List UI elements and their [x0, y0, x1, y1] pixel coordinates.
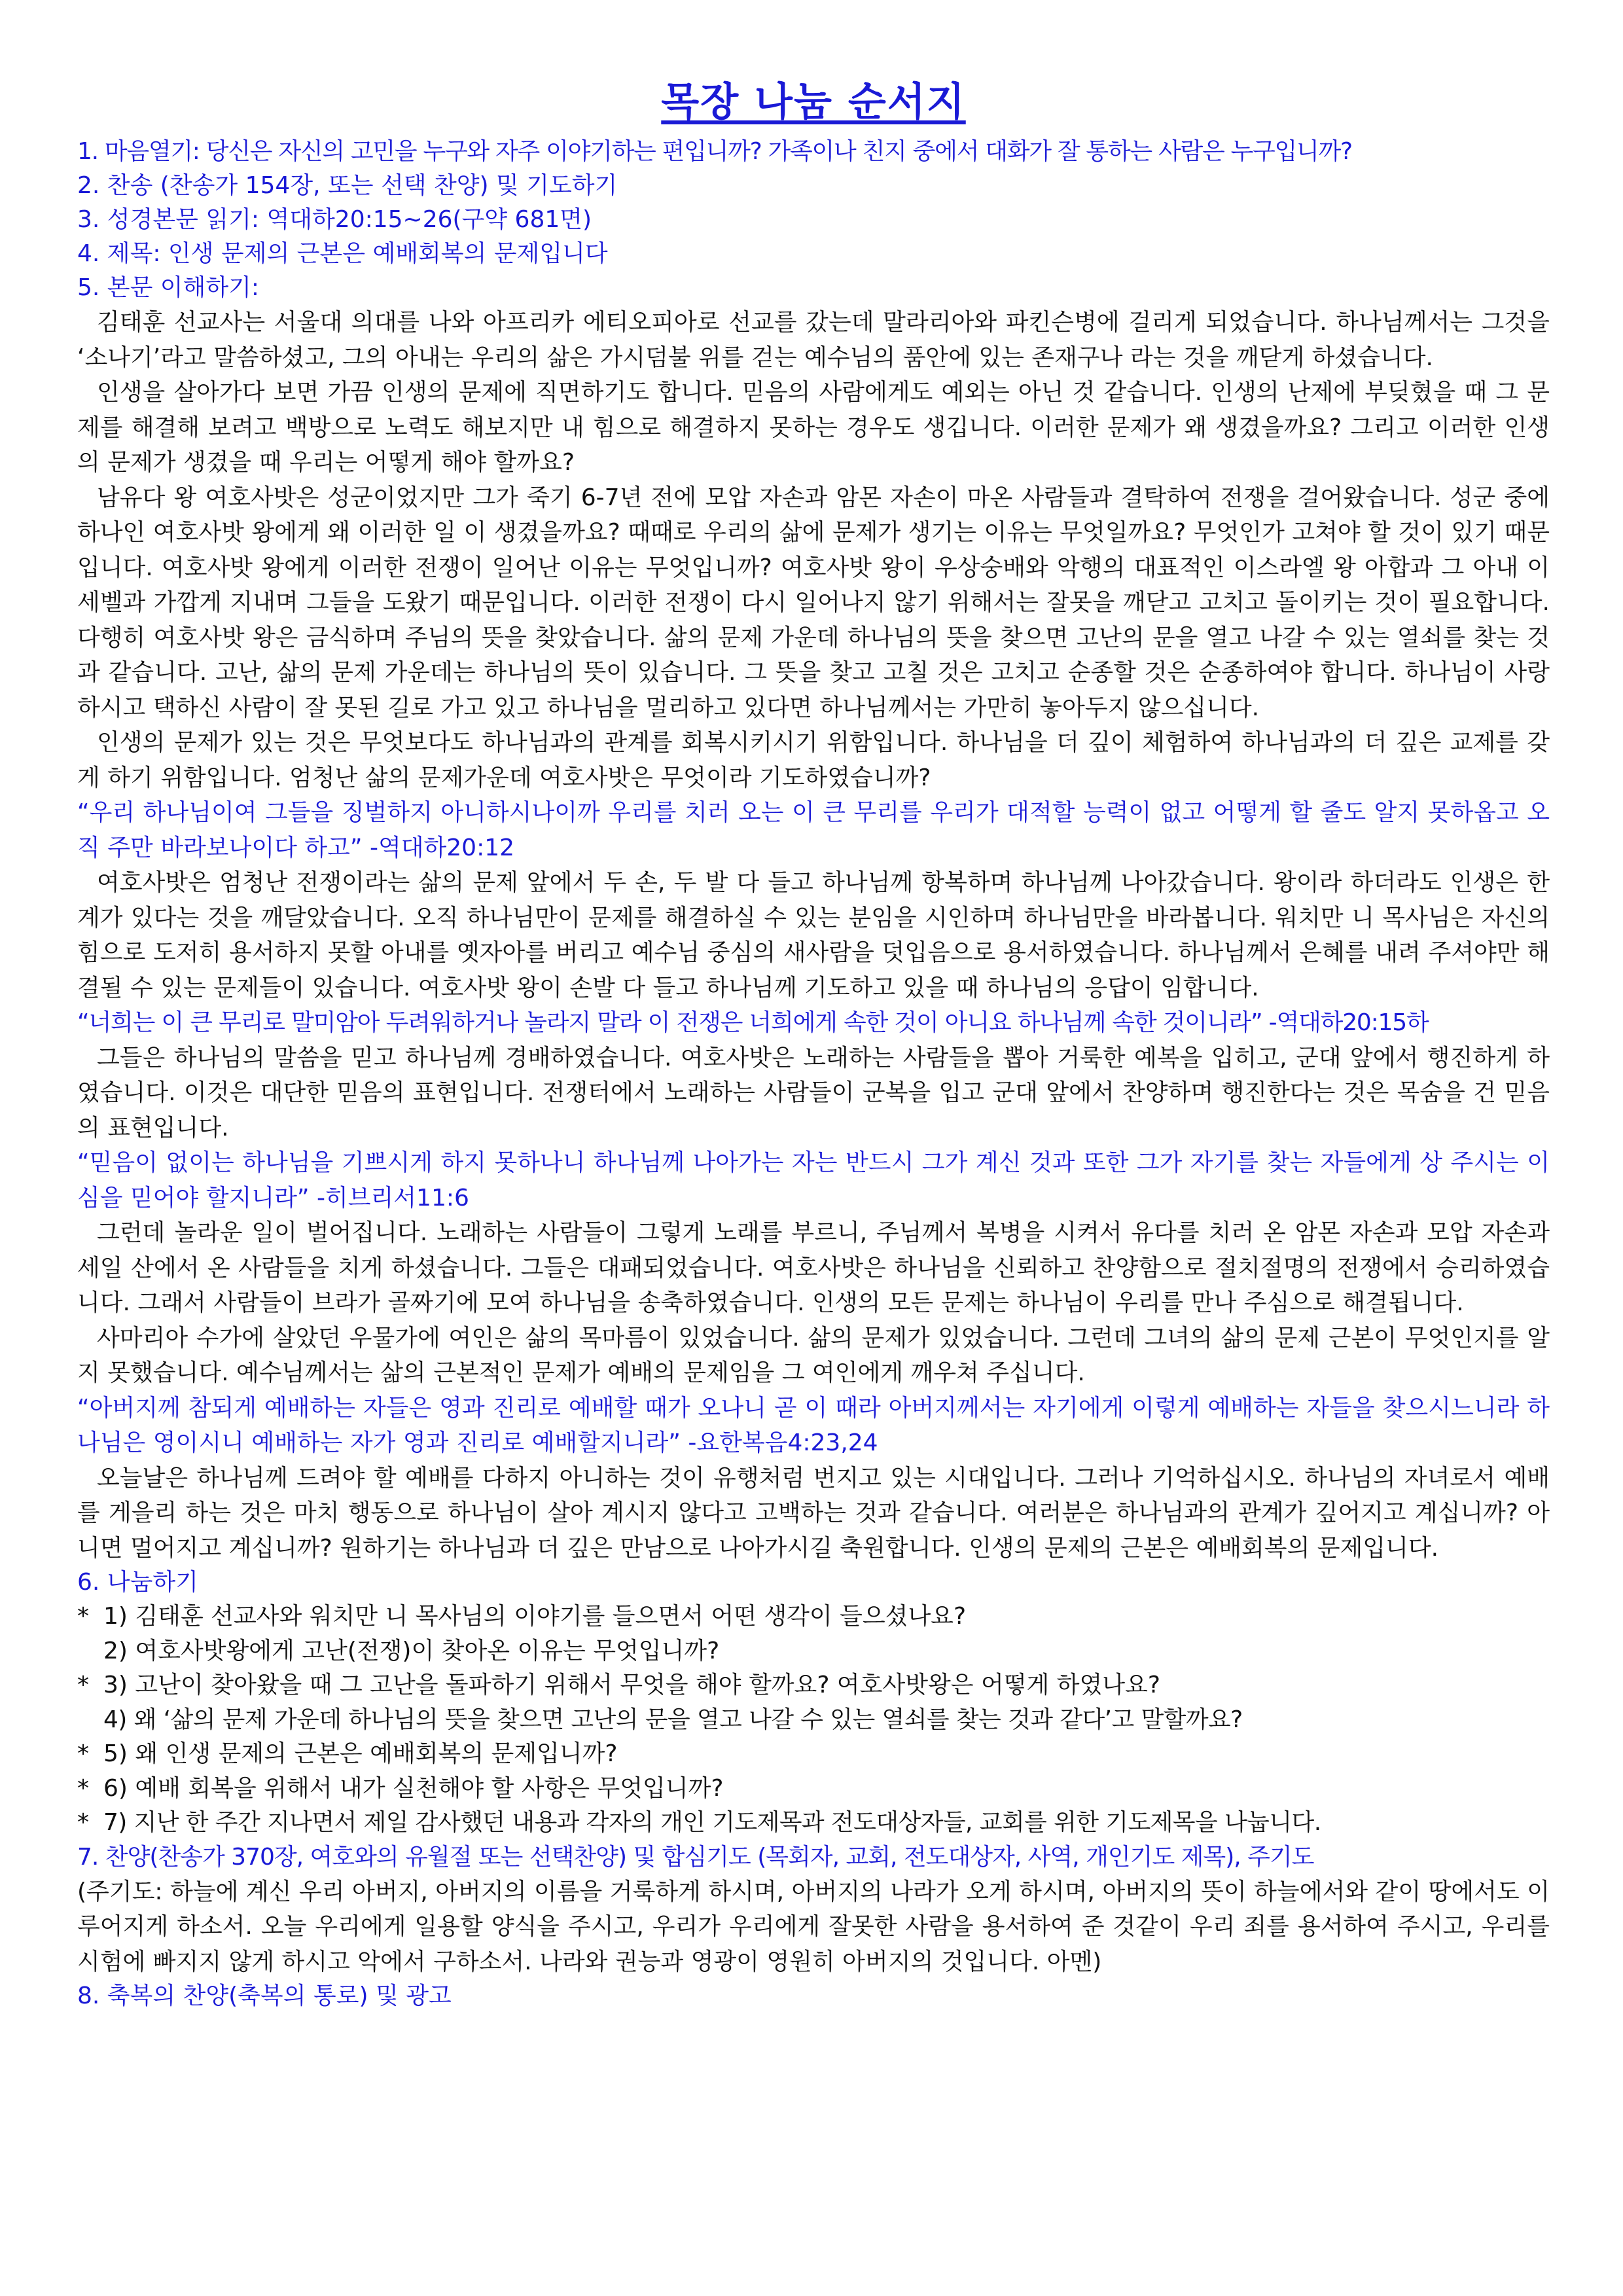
item-icebreaker: 1. 마음열기: 당신은 자신의 고민을 누구와 자주 이야기하는 편입니까? 가족이나 친지 중에서 대화가 잘 통하는 사람은 누구입니까? — [77, 138, 1352, 165]
lords-prayer: (주기도: 하늘에 계신 우리 아버지, 아버지의 이름을 거룩하게 하시며, 아버지의 나라가 오게 하시며, 아버지의 뜻이 하늘에서와 같이 땅에서도 이루어지게 하소서. 오늘 우리에게 일용할 양식을 주시고, 우리가 우리에게 잘못한 사람을 용서하여 준 것같이 우리 죄를 용서하여 주시고, 우리를 시험에 빠지지 않게 하시고 악에서 구하소서. 나라와 권능과 영광이 영원히 아버지의 것입니다. 아멘) — [77, 1878, 1550, 1975]
question-item — [77, 1600, 1550, 1634]
question-text: 4) 왜 ‘삶의 문제 가운데 하나님의 뜻을 찾으면 고난의 문을 열고 나갈 수 있는 열쇠를 찾는 것과 같다’고 말할까요? — [103, 1706, 1243, 1733]
question-text: 7) 지난 한 주간 지나면서 제일 감사했던 내용과 각자의 개인 기도제목과 전도대상자들, 교회를 위한 기도제목을 나눕니다. — [103, 1809, 1321, 1836]
scripture-quote-2: “너희는 이 큰 무리로 말미암아 두려워하거나 놀라지 말라 이 전쟁은 너희에게 속한 것이 아니요 하나님께 속한 것이니라” -역대하20:15하 — [77, 1009, 1429, 1036]
question-text: 6) 예배 회복을 위해서 내가 실천해야 할 사항은 무엇입니까? — [103, 1774, 724, 1802]
body-paragraph-6: 그들은 하나님의 말씀을 믿고 하나님께 경배하였습니다. 여호사밧은 노래하는 사람들을 뽑아 거룩한 예복을 입히고, 군대 앞에서 행진하게 하였습니다. 이것은 대단한 믿음의 표현입니다. 전쟁터에서 노래하는 사람들이 군복을 입고 군대 앞에서 찬양하며 행진한다는 것은 목숨을 건 믿음의 표현입니다. — [77, 1044, 1550, 1141]
scripture-quote-3: “믿음이 없이는 하나님을 기쁘시게 하지 못하나니 하나님께 나아가는 자는 반드시 그가 계신 것과 또한 그가 자기를 찾는 자들에게 상 주시는 이심을 믿어야 할지니라” -히브리서11:6 — [77, 1149, 1550, 1211]
item-sermon-title: 4. 제목: 인생 문제의 근본은 예배회복의 문제입니다 — [77, 240, 608, 267]
body-paragraph-7: 그런데 놀라운 일이 벌어집니다. 노래하는 사람들이 그렇게 노래를 부르니, 주님께서 복병을 시켜서 유다를 치러 온 암몬 자손과 모압 자손과 세일 산에서 온 사람들을 치게 하셨습니다. 그들은 대패되었습니다. 여호사밧은 하나님을 신뢰하고 찬양함으로 절치절명의 전쟁에서 승리하였습니다. 그래서 사람들이 브라가 골짜기에 모여 하나님을 송축하였습니다. 인생의 모든 문제는 하나님이 우리를 만나 주심으로 해결됩니다. — [77, 1219, 1550, 1316]
body-paragraph-9: 오늘날은 하나님께 드려야 할 예배를 다하지 아니하는 것이 유행처럼 번지고 있는 시대입니다. 그러나 기억하십시오. 하나님의 자녀로서 예배를 게을리 하는 것은 마치 행동으로 하나님이 살아 계시지 않다고 고백하는 것과 같습니다. 여러분은 하나님과의 관계가 깊어지고 계십니까? 아니면 멀어지고 계십니까? 원하기는 하나님과 더 깊은 만남으로 나아가시길 축원합니다. 인생의 문제의 근본은 예배회복의 문제입니다. — [77, 1464, 1550, 1562]
body-paragraph-1: 김태훈 선교사는 서울대 의대를 나와 아프리카 에티오피아로 선교를 갔는데 말라리아와 파킨슨병에 걸리게 되었습니다. 하나님께서는 그것을 ‘소나기’라고 말씀하셨고, 그의 아내는 우리의 삶은 가시덤불 위를 걷는 예수님의 품안에 있는 존재구나 라는 것을 깨닫게 하셨습니다. — [77, 309, 1550, 371]
question-text: 1) 김태훈 선교사와 워치만 니 목사님의 이야기를 들으면서 어떤 생각이 들으셨나요? — [103, 1603, 967, 1630]
body-paragraph-3: 남유다 왕 여호사밧은 성군이었지만 그가 죽기 6-7년 전에 모압 자손과 암몬 자손이 마온 사람들과 결탁하여 전쟁을 걸어왔습니다. 성군 중에 하나인 여호사밧 왕에게 왜 이러한 일 이 생겼을까요? 때때로 우리의 삶에 문제가 생기는 이유는 무엇일까요? 무엇인가 고쳐야 할 것이 있기 때문입니다. 여호사밧 왕에게 이러한 전쟁이 일어난 이유는 무엇입니까? 여호사밧 왕이 우상숭배와 악행의 대표적인 이스라엘 왕 아합과 그 아내 이세벨과 가깝게 지내며 그들을 도왔기 때문입니다. 이러한 전쟁이 다시 일어나지 않기 위해서는 잘못을 깨닫고 고치고 돌이키는 것이 필요합니다. 다행히 여호사밧 왕은 금식하며 주님의 뜻을 찾았습니다. 삶의 문제 가운데 하나님의 뜻을 찾으면 고난의 문을 열고 나갈 수 있는 열쇠를 찾는 것과 같습니다. 고난, 삶의 문제 가운데는 하나님의 뜻이 있습니다. 그 뜻을 찾고 고칠 것은 고치고 순종할 것은 순종하여야 합니다. 하나님이 사랑하시고 택하신 사람이 잘 못된 길로 가고 있고 하나님을 멀리하고 있다면 하나님께서는 가만히 놓아두지 않으십니다. — [77, 484, 1550, 721]
question-item — [77, 1737, 1550, 1772]
item-praise-and-prayer: 7. 찬양(찬송가 370장, 여호와의 유월절 또는 선택찬양) 및 합심기도 (목회자, 교회, 전도대상자, 사역, 개인기도 제목), 주기도 — [77, 1843, 1314, 1871]
star-marker: * — [77, 1672, 89, 1698]
order-sheet — [77, 71, 1550, 2013]
question-text: 2) 여호사밧왕에게 고난(전쟁)이 찾아온 이유는 무엇입니까? — [103, 1637, 720, 1664]
question-text: 5) 왜 인생 문제의 근본은 예배회복의 문제입니까? — [103, 1740, 618, 1767]
star-marker: * — [77, 1603, 89, 1630]
item-scripture: 3. 성경본문 읽기: 역대하20:15~26(구약 681면) — [77, 206, 592, 233]
body-paragraph-2: 인생을 살아가다 보면 가끔 인생의 문제에 직면하기도 합니다. 믿음의 사람에게도 예외는 아닌 것 같습니다. 인생의 난제에 부딪혔을 때 그 문제를 해결해 보려고 백방으로 노력도 해보지만 내 힘으로 해결하지 못하는 경우도 생깁니다. 이러한 문제가 왜 생겼을까요? 그리고 이러한 인생의 문제가 생겼을 때 우리는 어떻게 해야 할까요? — [77, 379, 1550, 476]
body-paragraph-4: 인생의 문제가 있는 것은 무엇보다도 하나님과의 관계를 회복시키시기 위함입니다. 하나님을 더 깊이 체험하여 하나님과의 더 깊은 교제를 갖게 하기 위함입니다. 엄청난 삶의 문제가운데 여호사밧은 무엇이라 기도하였습니까? — [77, 729, 1550, 791]
item-understanding: 5. 본문 이해하기: — [77, 274, 260, 301]
item-sharing: 6. 나눔하기 — [77, 1569, 198, 1596]
scripture-quote-1: “우리 하나님이여 그들을 징벌하지 아니하시나이까 우리를 치러 오는 이 큰 무리를 우리가 대적할 능력이 없고 어떻게 할 줄도 알지 못하옵고 오직 주만 바라보나이다 하고” -역대하20:12 — [77, 799, 1550, 861]
question-text: 3) 고난이 찾아왔을 때 그 고난을 돌파하기 위해서 무엇을 해야 할까요? 여호사밧왕은 어떻게 하였나요? — [103, 1672, 1160, 1698]
question-item — [77, 1806, 1550, 1840]
question-list — [77, 1600, 1550, 1840]
question-item — [77, 1703, 1550, 1738]
question-item — [77, 1772, 1550, 1806]
question-item — [77, 1634, 1550, 1669]
body-paragraph-5: 여호사밧은 엄청난 전쟁이라는 삶의 문제 앞에서 두 손, 두 발 다 들고 하나님께 항복하며 하나님께 나아갔습니다. 왕이라 하더라도 인생은 한계가 있다는 것을 깨달았습니다. 오직 하나님만이 문제를 해결하실 수 있는 분임을 시인하며 하나님만을 바라봅니다. 워치만 니 목사님은 자신의 힘으로 도저히 용서하지 못할 아내를 옛자아를 버리고 예수님 중심의 새사람을 덧입음으로 용서하였습니다. 하나님께서 은혜를 내려 주셔야만 해결될 수 있는 문제들이 있습니다. 여호사밧 왕이 손발 다 들고 하나님께 기도하고 있을 때 하나님의 응답이 임합니다. — [77, 869, 1550, 1001]
item-hymn: 2. 찬송 (찬송가 154장, 또는 선택 찬양) 및 기도하기 — [77, 172, 618, 199]
scripture-quote-4: “아버지께 참되게 예배하는 자들은 영과 진리로 예배할 때가 오나니 곧 이 때라 아버지께서는 자기에게 이렇게 예배하는 자들을 찾으시느니라 하나님은 영이시니 예배하는 자가 영과 진리로 예배할지니라” -요한복음4:23,24 — [77, 1394, 1550, 1456]
page-title: 목장 나눔 순서지 — [661, 79, 966, 125]
question-item — [77, 1668, 1550, 1703]
item-blessing-and-announcements: 8. 축복의 찬양(축복의 통로) 및 광고 — [77, 1982, 452, 2009]
body-paragraph-8: 사마리아 수가에 살았던 우물가에 여인은 삶의 목마름이 있었습니다. 삶의 문제가 있었습니다. 그런데 그녀의 삶의 문제 근본이 무엇인지를 알지 못했습니다. 예수님께서는 삶의 근본적인 문제가 예배의 문제임을 그 여인에게 깨우쳐 주십니다. — [77, 1324, 1550, 1386]
star-marker: * — [77, 1774, 89, 1802]
star-marker: * — [77, 1740, 89, 1767]
star-marker: * — [77, 1809, 89, 1836]
